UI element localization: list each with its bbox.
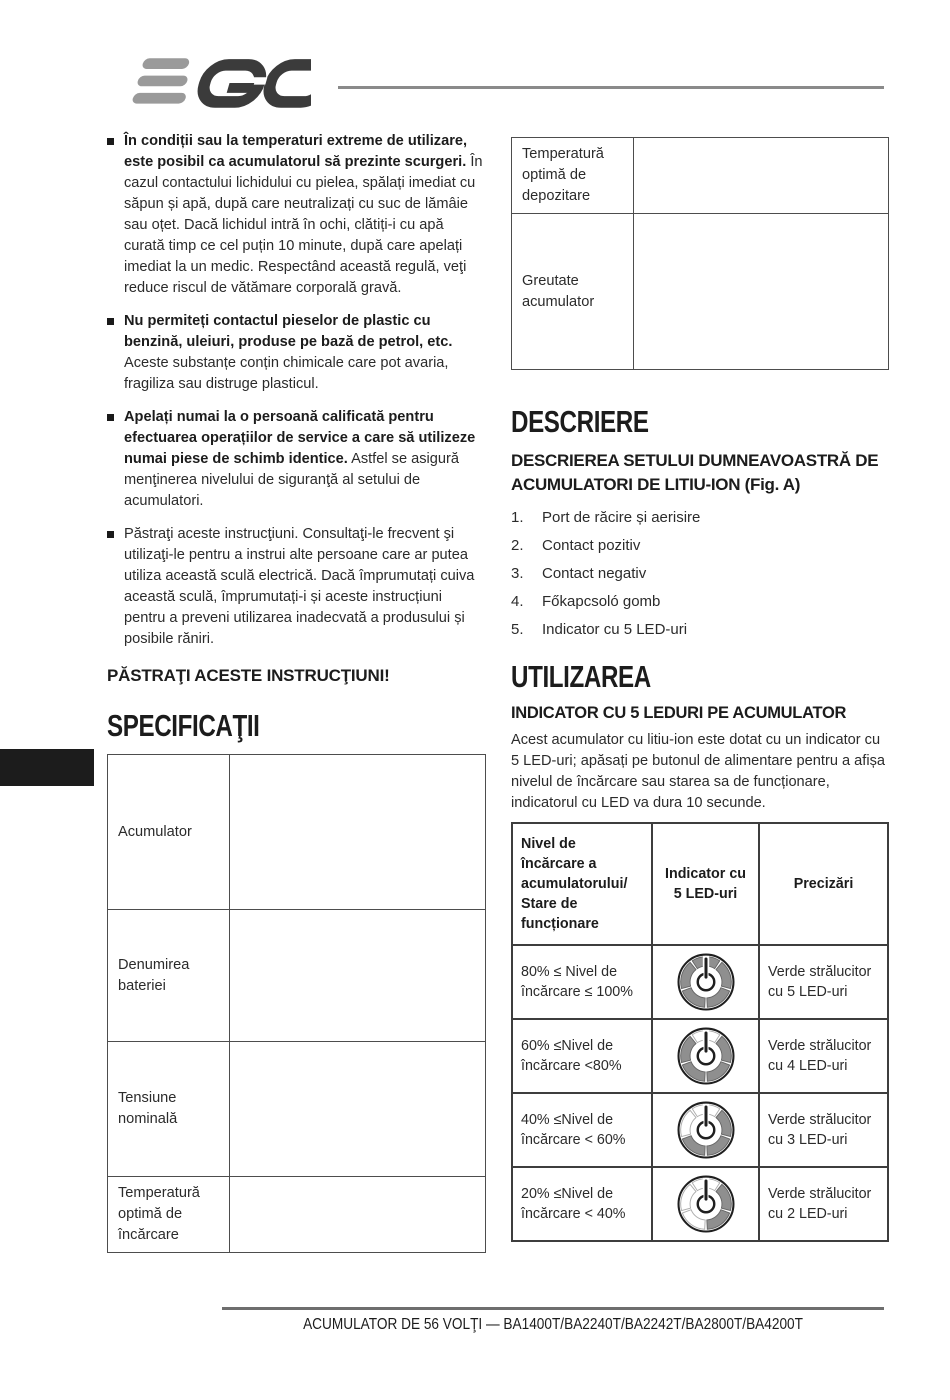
led-indicator-cell (652, 1167, 759, 1241)
square-bullet-icon (107, 531, 114, 538)
power-led-ring-icon (676, 1100, 736, 1160)
item-text: Főkapcsoló gomb (542, 593, 661, 610)
column-header: Indicator cu 5 LED-uri (652, 823, 759, 945)
table-header-row (512, 823, 888, 945)
item-text: Port de răcire și aerisire (542, 509, 701, 526)
spec-label: Temperatură optimă de depozitare (512, 138, 634, 214)
bullet-text: Astfel se asigură menţinerea nivelului de siguranţă al setului de acumulatori. (124, 451, 459, 509)
bullet-text: Păstraţi aceste instrucţiuni. Consultaţi-le frecvent şi utilizaţi-le pentru a instrui alte persoane care ar putea utiliza această sculă electrică. Dacă împrumutați cuiva această sculă, împrumutați-i și aceste instrucțiuni pentru a preveni utilizarea inadecvată a produsului și posibile răniri. (124, 526, 475, 647)
table-row (512, 138, 889, 214)
keep-instructions-heading: PĂSTRAŢI ACESTE INSTRUCŢIUNI! (107, 666, 390, 685)
bullet-bold-text: Apelați numai la o persoană calificată pentru efectuarea operațiilor de service a care să utilizeze numai piese de schimb identice. (124, 409, 476, 467)
storage-spec-table (511, 137, 889, 370)
table-row (512, 1019, 888, 1093)
usage-heading: UTILIZAREA (511, 659, 651, 694)
power-led-ring-icon (676, 1026, 736, 1086)
left-column (107, 131, 486, 1253)
table-row (108, 910, 486, 1042)
item-number: 1. (511, 509, 524, 526)
spec-value (634, 214, 889, 370)
safety-bullet (107, 524, 486, 650)
footer-model-line (222, 1316, 884, 1334)
table-row (108, 755, 486, 910)
led-note: Verde strălucitor cu 3 LED-uri (759, 1093, 888, 1167)
parts-list (511, 504, 889, 644)
square-bullet-icon (107, 138, 114, 145)
column-header: Nivel de încărcare a acumulatorului/ Stare de funcționare (512, 823, 652, 945)
item-text: Contact negativ (542, 565, 647, 582)
table-row (512, 214, 889, 370)
charge-level: 40% ≤Nivel de încărcare < 60% (512, 1093, 652, 1167)
item-number: 3. (511, 565, 524, 582)
item-text: Contact pozitiv (542, 537, 641, 554)
table-row (108, 1177, 486, 1253)
led-note: Verde strălucitor cu 2 LED-uri (759, 1167, 888, 1241)
column-header: Precizări (759, 823, 888, 945)
led-indicator-cell (652, 945, 759, 1019)
list-item (511, 616, 889, 644)
item-number: 4. (511, 593, 524, 610)
usage-paragraph: Acest acumulator cu litiu-ion este dotat cu un indicator cu 5 LED-uri; apăsați pe butonul de alimentare pentru a afișa nivelul de încărcare sau starea sa de funcționare, indicatorul cu LED va dura 10 secunde. (511, 732, 885, 811)
right-column (511, 137, 889, 1242)
spec-value (230, 910, 486, 1042)
footer-text: ACUMULATOR DE 56 VOLŢI — BA1400T/BA2240T/BA2242T/BA2800T/BA4200T (303, 1316, 803, 1333)
charge-level: 20% ≤Nivel de încărcare < 40% (512, 1167, 652, 1241)
usage-subheading: INDICATOR CU 5 LEDURI PE ACUMULATOR (511, 704, 847, 722)
list-item (511, 532, 889, 560)
specifications-heading: SPECIFICAŢII (107, 708, 260, 743)
spec-label: Tensiune nominală (108, 1042, 230, 1177)
item-text: Indicator cu 5 LED-uri (542, 621, 688, 638)
led-indicator-cell (652, 1093, 759, 1167)
spec-value (634, 138, 889, 214)
power-led-ring-icon (676, 952, 736, 1012)
item-number: 2. (511, 537, 524, 554)
bullet-bold-text: În condiții sau la temperaturi extreme de utilizare, este posibil ca acumulatorul să prezinte scurgeri. (124, 133, 468, 170)
power-led-ring-icon (676, 1174, 736, 1234)
header-rule (338, 86, 884, 89)
bullet-text: În cazul contactului lichidului cu pielea, spălați imediat cu săpun și apă, după care neutralizați cu suc de lămâie sau oțet. Dacă lichidul intră în ochi, clătiți-i cu apă curată timp ce cel puțin 10 minute, după care apelați imediat la un medic. Respectând această regulă, veţi reduce riscul de vătămare corporală gravă. (124, 154, 483, 296)
item-number: 5. (511, 621, 524, 638)
spec-value (230, 1177, 486, 1253)
spec-label: Acumulator (108, 755, 230, 910)
spec-label: Greutate acumulator (512, 214, 634, 370)
description-heading: DESCRIERE (511, 404, 649, 439)
led-indicator-table (511, 822, 889, 1242)
spec-value (230, 755, 486, 910)
square-bullet-icon (107, 414, 114, 421)
led-note: Verde strălucitor cu 4 LED-uri (759, 1019, 888, 1093)
table-row (512, 1093, 888, 1167)
square-bullet-icon (107, 318, 114, 325)
spec-label: Denumirea bateriei (108, 910, 230, 1042)
led-indicator-cell (652, 1019, 759, 1093)
page-edge-tab (0, 749, 94, 786)
charge-level: 60% ≤Nivel de încărcare <80% (512, 1019, 652, 1093)
footer-rule (222, 1307, 884, 1310)
safety-bullet (107, 311, 486, 395)
table-row (512, 1167, 888, 1241)
bullet-bold-text: Nu permiteți contactul pieselor de plastic cu benzină, uleiuri, produse pe bază de petrol, etc. (124, 313, 453, 350)
bullet-text: Aceste substanțe conțin chimicale care pot avaria, fragiliza sau distruge plasticul. (124, 355, 449, 392)
specifications-table (107, 754, 486, 1253)
list-item (511, 588, 889, 616)
list-item (511, 504, 889, 532)
table-row (108, 1042, 486, 1177)
table-row (512, 945, 888, 1019)
safety-bullet (107, 407, 486, 512)
led-note: Verde strălucitor cu 5 LED-uri (759, 945, 888, 1019)
safety-bullet (107, 131, 486, 299)
spec-value (230, 1042, 486, 1177)
list-item (511, 560, 889, 588)
charge-level: 80% ≤ Nivel de încărcare ≤ 100% (512, 945, 652, 1019)
ego-logo-icon (105, 56, 311, 110)
description-subheading: DESCRIEREA SETULUI DUMNEAVOASTRĂ DE ACUMULATORI DE LITIU-ION (Fig. A) (511, 451, 879, 494)
spec-label: Temperatură optimă de încărcare (108, 1177, 230, 1253)
